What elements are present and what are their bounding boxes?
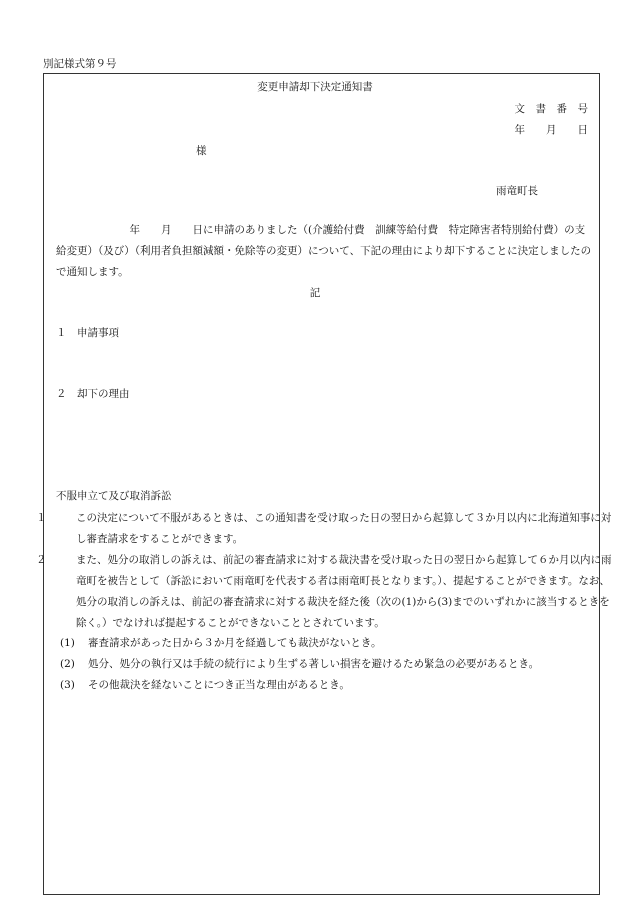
appeal-sub-item-3: [60, 675, 594, 696]
sub-item-text: 処分、処分の執行又は手続の続行により生ずる著しい損害を避けるため緊急の必要があるとき。: [88, 658, 540, 670]
notice-body: 年 月 日に申請のありました（(介護給付費 訓練等給付費 特定障害者特別給付費）の支給変更）（及び）（利用者負担額減額・免除等の変更）について、下記の理由により却下することに決定しましたので通知します。: [56, 224, 592, 278]
sub-item-number: (2): [60, 658, 75, 670]
sub-item-text: 審査請求があった日から３か月を経過しても裁決がないとき。: [88, 637, 382, 649]
section-application-items: １ 申請事項: [56, 327, 119, 339]
addressee-suffix: 様: [196, 145, 207, 157]
ki-heading: 記: [309, 287, 321, 299]
appeal-item-2: [36, 550, 614, 634]
appeal-sub-item-1: [60, 633, 594, 654]
form-number: 別記様式第９号: [43, 58, 117, 70]
appeal-item-1: [36, 508, 614, 550]
document-title: 変更申請却下決定通知書: [257, 81, 373, 93]
sub-item-text: その他裁決を経ないことにつき正当な理由があるとき。: [88, 679, 350, 691]
appeal-heading: 不服申立て及び取消訴訟: [56, 490, 172, 502]
doc-number-label: 文 書 番 号: [514, 103, 588, 115]
appeal-item-number: １: [36, 512, 47, 524]
sub-item-number: (3): [60, 679, 75, 691]
date-label: 年 月 日: [514, 124, 588, 136]
issuer-name: 雨竜町長: [496, 185, 538, 197]
appeal-sub-item-2: [60, 654, 594, 675]
appeal-item-text: また、処分の取消しの訴えは、前記の審査請求に対する裁決書を受け取った日の翌日から起算して６か月以内に雨竜町を被告として（訴訟において雨竜町を代表する者は雨竜町長となります。）、提起することができます。なお、処分の取消しの訴えは、前記の審査請求に対する裁決を経た後（次の(1)から(3)までのいずれかに該当するときを除く。）でなければ提起することができないこととされています。: [76, 554, 612, 629]
section-rejection-reason: ２ 却下の理由: [56, 388, 130, 400]
appeal-item-number: ２: [36, 554, 47, 566]
sub-item-number: (1): [60, 637, 75, 649]
appeal-item-text: この決定について不服があるときは、この通知書を受け取った日の翌日から起算して３か月以内に北海道知事に対し審査請求をすることができます。: [76, 512, 612, 545]
